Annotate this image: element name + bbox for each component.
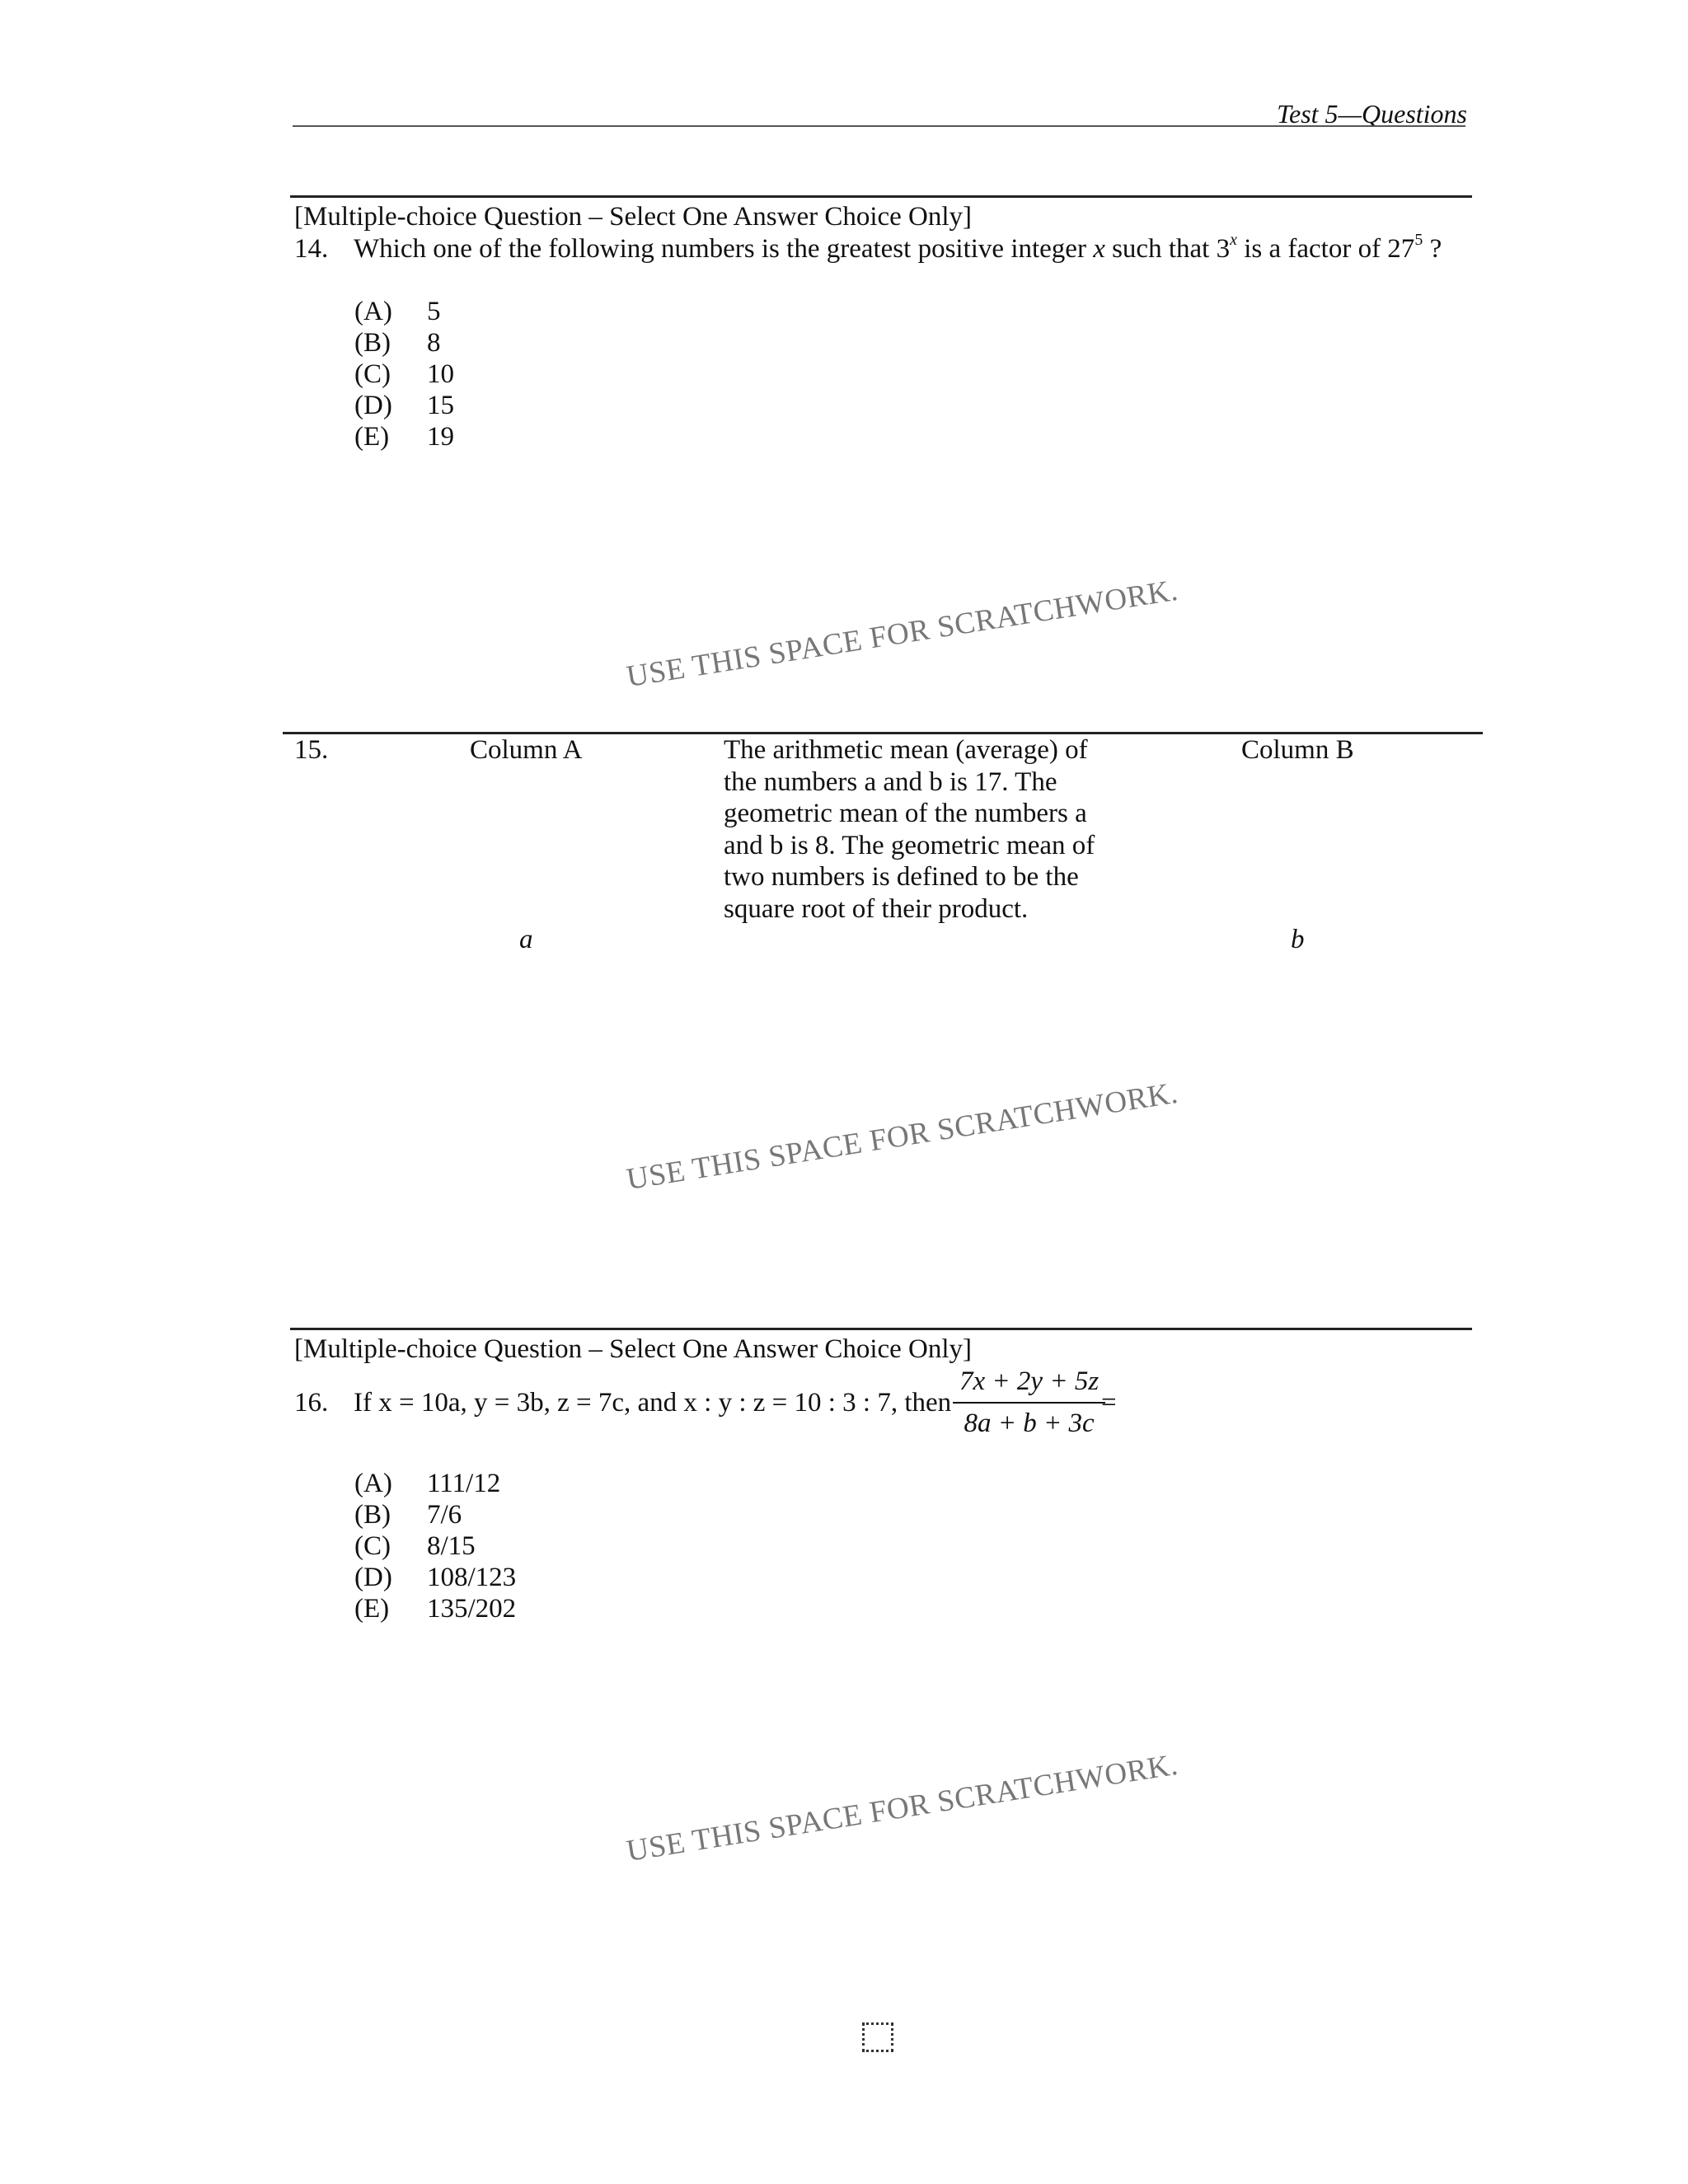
q15-column-b-header: Column B xyxy=(1241,735,1354,765)
q14-choice-e[interactable]: (E) 19 xyxy=(354,422,454,452)
q16-choice-b[interactable]: (B) 7/6 xyxy=(354,1500,462,1530)
scratchwork-watermark-2: USE THIS SPACE FOR SCRATCHWORK. xyxy=(624,1076,1181,1197)
q15-column-b-value: b xyxy=(1291,925,1305,954)
page-marker-icon xyxy=(862,2022,893,2052)
scratchwork-watermark-1: USE THIS SPACE FOR SCRATCHWORK. xyxy=(624,573,1181,695)
q14-choice-a[interactable]: (A) 5 xyxy=(354,297,441,326)
q16-fraction-denominator: 8a + b + 3c xyxy=(964,1408,1095,1438)
scratchwork-watermark-3: USE THIS SPACE FOR SCRATCHWORK. xyxy=(624,1747,1181,1869)
q15-column-a-value: a xyxy=(519,925,533,954)
header-rule xyxy=(293,125,1465,127)
q16-fraction xyxy=(953,1368,1105,1437)
q16-choice-a[interactable]: (A) 111/12 xyxy=(354,1469,501,1498)
q14-choice-b[interactable]: (B) 8 xyxy=(354,328,441,358)
q14-choice-c[interactable]: (C) 10 xyxy=(354,359,454,389)
q16-equals: = xyxy=(1101,1388,1117,1418)
q14-stem: 14. Which one of the following numbers is the greatest positive integer x such that 3$^x$ is a factor of $27^5$ ? xyxy=(294,231,1442,264)
q16-choice-d[interactable]: (D) 108/123 xyxy=(354,1563,517,1592)
q16-stem: 16. If x = 10a, y = 3b, z = 7c, and x : y : z = 10 : 3 : 7, then xyxy=(294,1388,952,1418)
q16-number: 16. xyxy=(294,1388,329,1418)
q14-type-label: [Multiple-choice Question – Select One Answer Choice Only] xyxy=(294,202,973,232)
q15-column-a-header: Column A xyxy=(470,735,583,765)
q16-choice-e[interactable]: (E) 135/202 xyxy=(354,1594,517,1624)
q15-number: 15. xyxy=(294,735,329,765)
q15-info: The arithmetic mean (average) of the numbers a and b is 17. The geometric mean of the numbers a and b is 8. The geometric mean of two numbers is defined to be the square root of their product. xyxy=(724,735,1095,924)
q16-fraction-numerator: 7x + 2y + 5z xyxy=(953,1368,1105,1404)
page-header-title: Test 5—Questions xyxy=(1277,99,1467,129)
q14-choice-d[interactable]: (D) 15 xyxy=(354,391,454,420)
q14-top-rule xyxy=(290,195,1472,198)
q16-type-label: [Multiple-choice Question – Select One Answer Choice Only] xyxy=(294,1334,973,1364)
q16-top-rule xyxy=(290,1328,1472,1330)
q14-number: 14. xyxy=(294,234,329,264)
q16-choice-c[interactable]: (C) 8/15 xyxy=(354,1531,476,1561)
